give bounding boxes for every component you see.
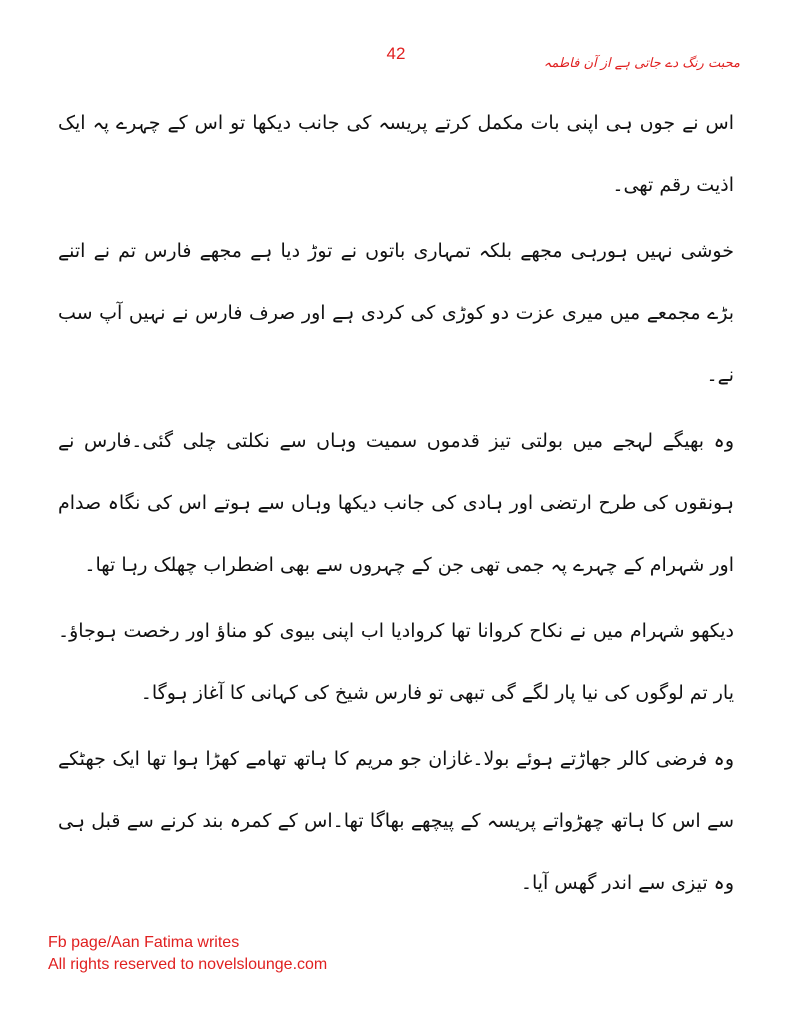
paragraph-4: دیکھو شہرام میں نے نکاح کروانا تھا کروادیا اب اپنی بیوی کو مناؤ اور رخصت ہوجاؤ۔یار تم لوگوں کی نیا پار لگے گی تبھی تو فارس شیخ کی کہانی کا آغاز ہوگا۔ (58, 620, 734, 704)
footer-rights: All rights reserved to novelslounge.com (48, 956, 328, 973)
paragraph-2: خوشی نہیں ہورہی مجھے بلکہ تمہاری باتوں نے توڑ دیا ہے مجھے فارس تم نے اتنے بڑے مجمعے میں میری عزت دو کوڑی کی کردی ہے اور صرف فارس نے نہیں آپ سب نے۔ (58, 240, 734, 386)
paragraph-1: اس نے جوں ہی اپنی بات مکمل کرتے پریسہ کی جانب دیکھا تو اس کے چہرے پہ ایک اذیت رقم تھی۔ (58, 112, 734, 196)
footer-credits (48, 932, 327, 976)
story-text (58, 92, 734, 918)
running-title: محبت رنگ دے جاتی ہے از آن فاطمہ (543, 56, 740, 71)
paragraph-5: وہ فرضی کالر جھاڑتے ہوئے بولا۔غازان جو مریم کا ہاتھ تھامے کھڑا ہوا تھا ایک جھٹکے سے اس کا ہاتھ چھڑواتے پریسہ کے پیچھے بھاگا تھا۔اس کے کمرہ بند کرنے سے قبل ہی وہ تیزی سے اندر گھس آیا۔ (58, 748, 734, 894)
footer-fb-page: Fb page/Aan Fatima writes (48, 934, 240, 951)
page-number: 42 (386, 44, 406, 63)
paragraph-3: وہ بھیگے لہجے میں بولتی تیز قدموں سمیت وہاں سے نکلتی چلی گئی۔فارس نے ہونقوں کی طرح ارتضی اور ہادی کی جانب دیکھا وہاں سے ہوتے اس کی نگاہ صدام اور شہرام کے چہرے پہ جمی تھی جن کے چہروں سے بھی اضطراب چھلک رہا تھا۔ (58, 430, 734, 576)
